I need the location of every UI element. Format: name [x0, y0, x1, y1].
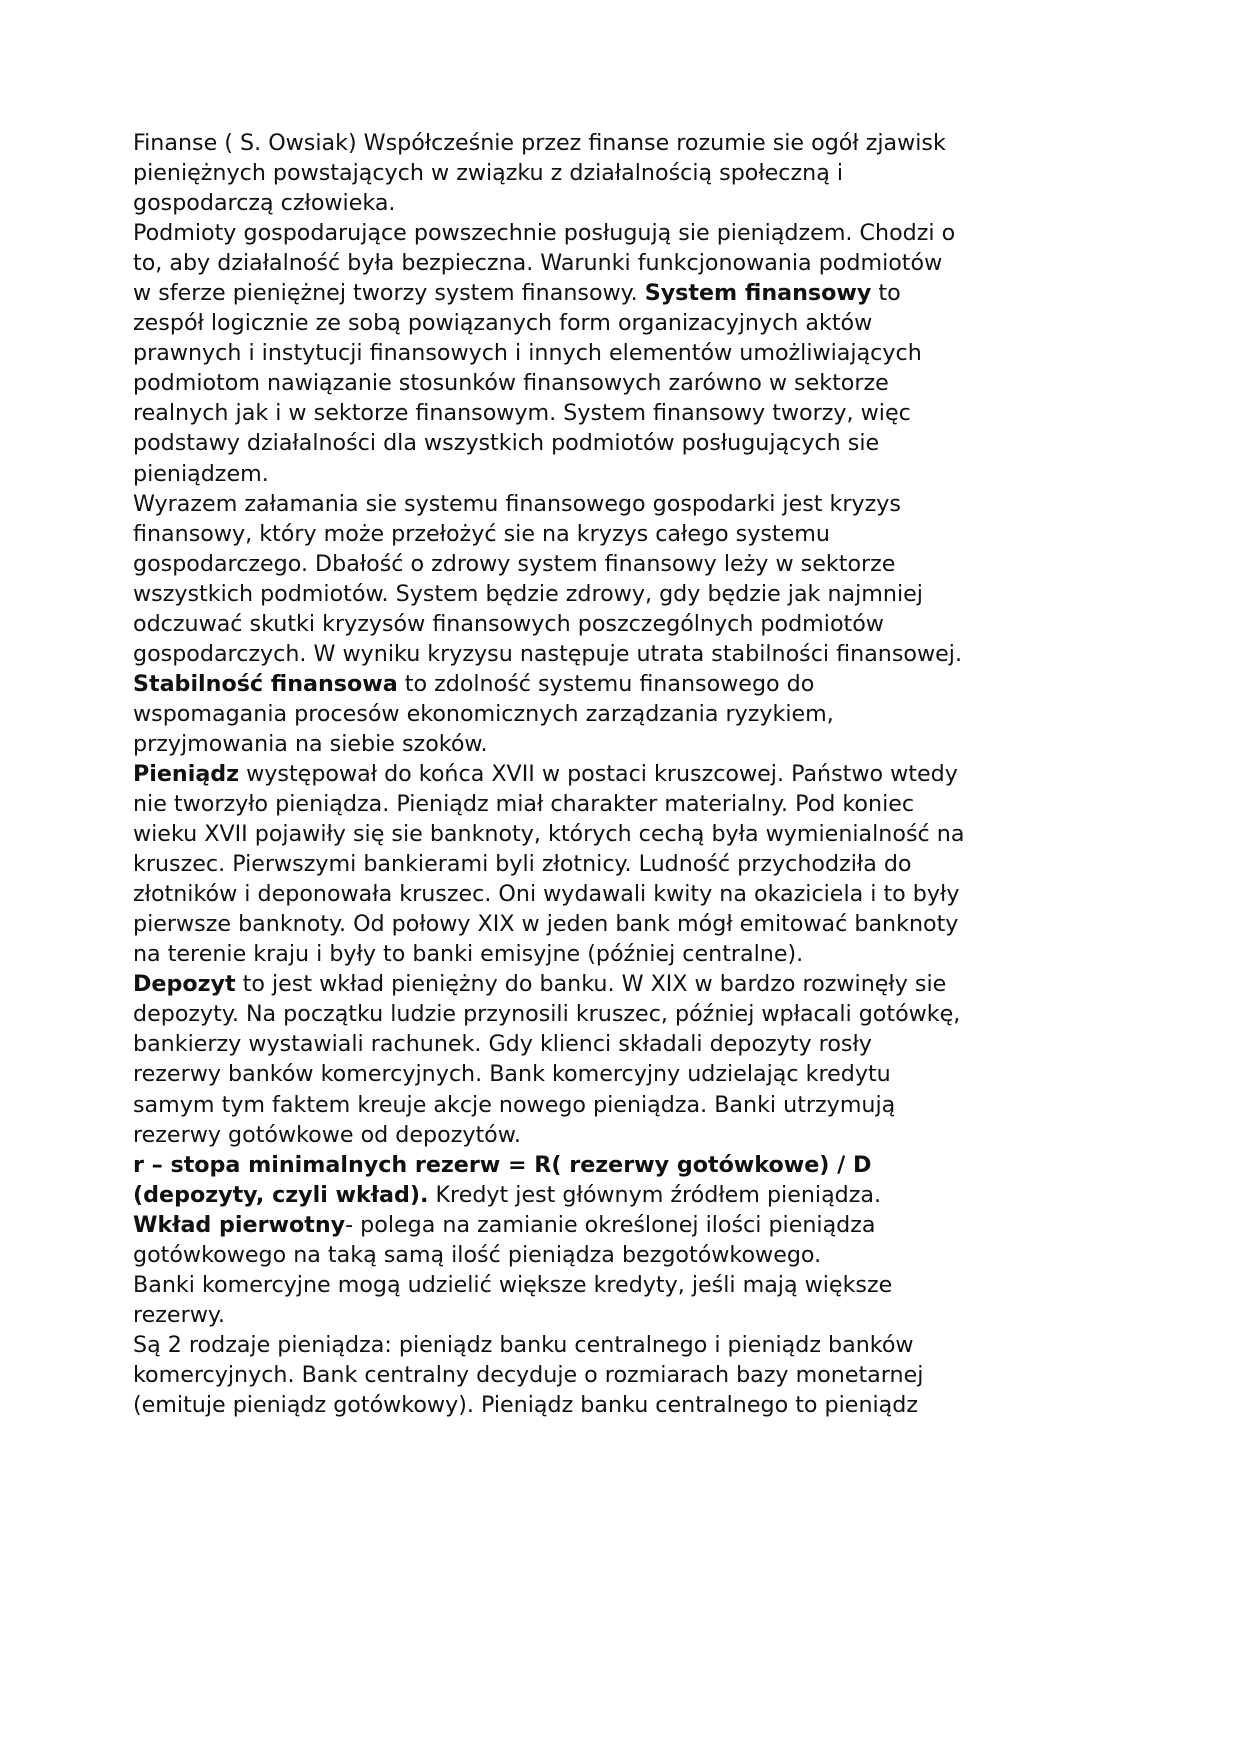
text-run: wspomagania procesów ekonomicznych zarządzania ryzykiem,: [133, 700, 834, 727]
document-body: [133, 128, 1113, 1420]
text-run: podstawy działalności dla wszystkich podmiotów posługujących sie: [133, 430, 880, 457]
text-run: realnych jak i w sektorze finansowym. System finansowy tworzy, więc: [133, 400, 911, 427]
text-line: [133, 1150, 1113, 1180]
text-line: [133, 519, 1113, 549]
text-line: [133, 999, 1113, 1029]
text-run: to zdolność systemu finansowego do: [397, 670, 815, 697]
text-line: [133, 1270, 1113, 1300]
text-line: [133, 428, 1113, 458]
text-run: gotówkowego na taką samą ilość pieniądza bezgotówkowego.: [133, 1241, 822, 1268]
bold-term: (depozyty, czyli wkład).: [133, 1181, 429, 1208]
text-line: [133, 849, 1113, 879]
text-run: finansowy, który może przełożyć sie na kryzys całego systemu: [133, 520, 830, 547]
text-run: pierwsze banknoty. Od połowy XIX w jeden bank mógł emitować banknoty: [133, 911, 959, 938]
text-line: [133, 1180, 1113, 1210]
text-line: [133, 549, 1113, 579]
text-line: [133, 188, 1113, 218]
text-line: [133, 218, 1113, 248]
text-run: wieku XVII pojawiły się sie banknoty, których cechą była wymienialność na: [133, 821, 965, 848]
text-run: samym tym faktem kreuje akcje nowego pieniądza. Banki utrzymują: [133, 1091, 896, 1118]
text-run: (emituje pieniądz gotówkowy). Pieniądz banku centralnego to pieniądz: [133, 1391, 919, 1418]
bold-term: Depozyt: [133, 971, 236, 998]
text-line: [133, 308, 1113, 338]
text-line: [133, 1029, 1113, 1059]
bold-term: Wkład pierwotny: [133, 1211, 346, 1238]
text-run: pieniądzem.: [133, 460, 269, 487]
text-line: [133, 1090, 1113, 1120]
text-run: w sferze pieniężnej tworzy system finansowy.: [133, 280, 645, 307]
text-line: [133, 128, 1113, 158]
text-line: [133, 1330, 1113, 1360]
text-run: odczuwać skutki kryzysów finansowych poszczególnych podmiotów: [133, 610, 884, 637]
text-run: przyjmowania na siebie szoków.: [133, 730, 488, 757]
text-run: Wyrazem załamania sie systemu finansowego gospodarki jest kryzys: [133, 490, 901, 517]
text-run: gospodarczego. Dbałość o zdrowy system finansowy leży w sektorze: [133, 550, 896, 577]
text-line: [133, 969, 1113, 999]
text-line: [133, 398, 1113, 428]
text-line: [133, 1360, 1113, 1390]
text-line: [133, 1390, 1113, 1420]
text-run: to, aby działalność była bezpieczna. Warunki funkcjonowania podmiotów: [133, 250, 943, 277]
text-run: gospodarczych. W wyniku kryzysu następuje utrata stabilności finansowej.: [133, 640, 962, 667]
text-run: pieniężnych powstających w związku z działalnością społeczną i: [133, 160, 844, 187]
bold-term: System finansowy: [644, 280, 872, 307]
text-run: występował do końca XVII w postaci kruszcowej. Państwo wtedy: [239, 760, 958, 787]
text-run: nie tworzyło pieniądza. Pieniądz miał charakter materialny. Pod koniec: [133, 791, 915, 818]
text-line: [133, 338, 1113, 368]
text-line: [133, 278, 1113, 308]
text-run: Są 2 rodzaje pieniądza: pieniądz banku centralnego i pieniądz banków: [133, 1331, 914, 1358]
text-line: [133, 759, 1113, 789]
text-run: rezerwy.: [133, 1301, 225, 1328]
text-line: [133, 699, 1113, 729]
text-run: podmiotom nawiązanie stosunków finansowych zarówno w sektorze: [133, 370, 889, 397]
text-run: Banki komercyjne mogą udzielić większe kredyty, jeśli mają większe: [133, 1271, 893, 1298]
text-line: [133, 639, 1113, 669]
text-run: zespół logicznie ze sobą powiązanych form organizacyjnych aktów: [133, 310, 873, 337]
text-run: gospodarczą człowieka.: [133, 190, 396, 217]
text-run: prawnych i instytucji finansowych i innych elementów umożliwiających: [133, 340, 922, 367]
bold-term: Stabilność finansowa: [133, 670, 398, 697]
text-run: wszystkich podmiotów. System będzie zdrowy, gdy będzie jak najmniej: [133, 580, 923, 607]
text-run: bankierzy wystawiali rachunek. Gdy klienci składali depozyty rosły: [133, 1031, 872, 1058]
text-run: to jest wkład pieniężny do banku. W XIX w bardzo rozwinęły sie: [235, 971, 947, 998]
text-line: [133, 669, 1113, 699]
text-line: [133, 789, 1113, 819]
text-run: rezerwy banków komercyjnych. Bank komercyjny udzielając kredytu: [133, 1061, 891, 1088]
text-run: na terenie kraju i były to banki emisyjne (później centralne).: [133, 941, 804, 968]
text-line: [133, 579, 1113, 609]
text-line: [133, 729, 1113, 759]
text-line: [133, 1120, 1113, 1150]
text-line: [133, 1240, 1113, 1270]
text-line: [133, 459, 1113, 489]
text-line: [133, 248, 1113, 278]
text-run: rezerwy gotówkowe od depozytów.: [133, 1121, 521, 1148]
text-line: [133, 1059, 1113, 1089]
text-line: [133, 879, 1113, 909]
text-line: [133, 1210, 1113, 1240]
text-line: [133, 489, 1113, 519]
text-line: [133, 1300, 1113, 1330]
text-run: komercyjnych. Bank centralny decyduje o rozmiarach bazy monetarnej: [133, 1361, 924, 1388]
text-line: [133, 368, 1113, 398]
text-line: [133, 609, 1113, 639]
text-run: kruszec. Pierwszymi bankierami byli złotnicy. Ludność przychodziła do: [133, 851, 912, 878]
bold-term: r – stopa minimalnych rezerw = R( rezerwy gotówkowe) / D: [133, 1151, 872, 1178]
text-run: Podmioty gospodarujące powszechnie posługują sie pieniądzem. Chodzi o: [133, 220, 956, 247]
text-run: Finanse ( S. Owsiak) Współcześnie przez finanse rozumie sie ogół zjawisk: [133, 130, 946, 156]
text-line: [133, 819, 1113, 849]
text-run: złotników i deponowała kruszec. Oni wydawali kwity na okaziciela i to były: [133, 881, 960, 908]
text-line: [133, 909, 1113, 939]
text-run: depozyty. Na początku ludzie przynosili kruszec, później wpłacali gotówkę,: [133, 1001, 961, 1028]
text-run: to: [871, 280, 901, 307]
text-run: - polega na zamianie określonej ilości pieniądza: [345, 1211, 876, 1238]
bold-term: Pieniądz: [133, 760, 240, 787]
text-line: [133, 158, 1113, 188]
text-line: [133, 939, 1113, 969]
text-run: Kredyt jest głównym źródłem pieniądza.: [428, 1181, 882, 1208]
